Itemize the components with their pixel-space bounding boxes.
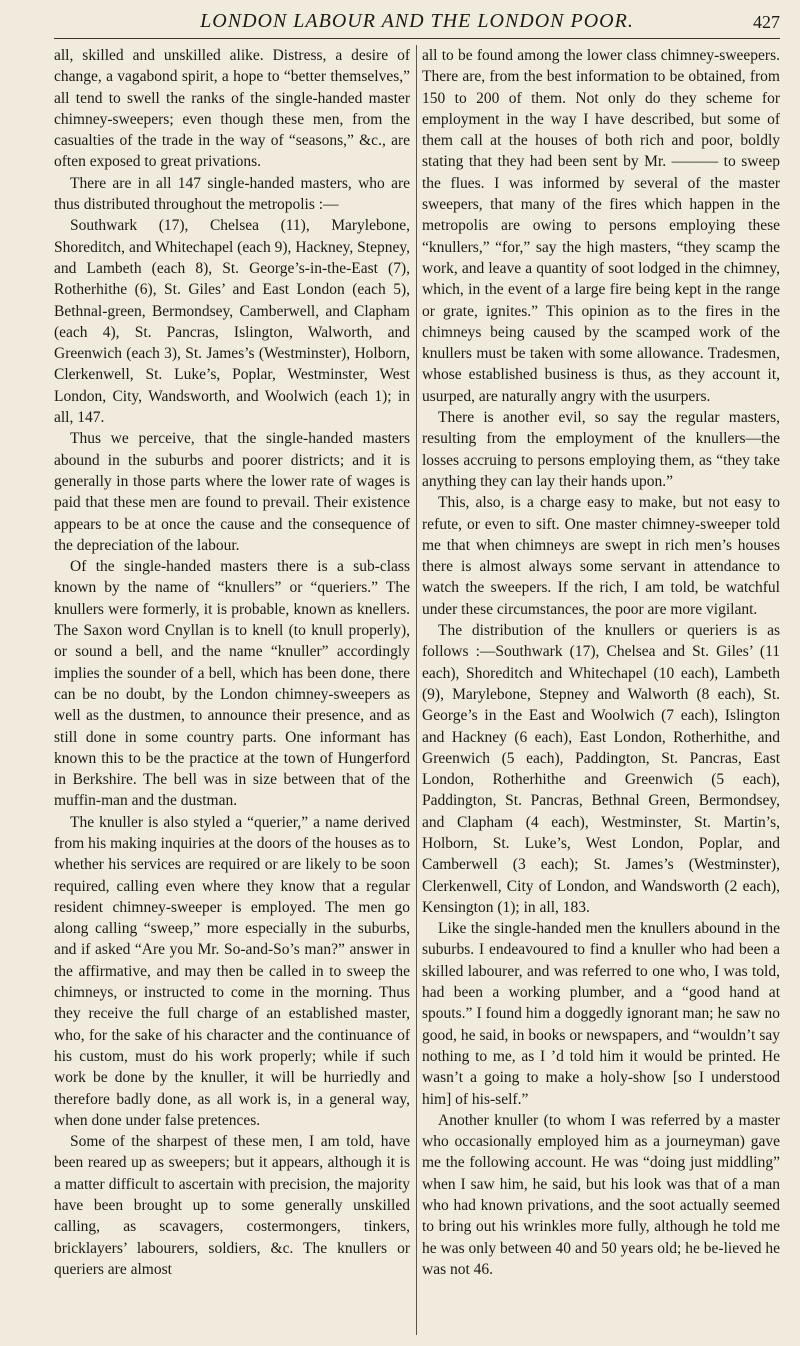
paragraph: Some of the sharpest of these men, I am told, have been reared up as sweepers; but it appears, although it is a matter difficult to ascertain with precision, the majority have been brought up to some generally unskilled calling, as scavagers, costermongers, tinkers, bricklayers’ labourers, soldiers, &c. The knullers or queriers are almost xyxy=(54,1133,410,1278)
paragraph: The distribution of the knullers or queriers is as follows :—Southwark (17), Chelsea and St. Giles’ (11 each), Shoreditch and Whitechapel (10 each), Lambeth (9), Marylebone, Stepney and Walworth (8 each), St. George’s in the East and Woolwich (7 each), Islington and Hackney (6 each), East London, Rotherhithe, and Greenwich (5 each), Paddington, St. Pancras, East London, Rotherhithe and Greenwich (5 each), Paddington, St. Pancras, Bethnal Green, Bermondsey, and Clapham (4 each), Westminster, St. Martin’s, Holborn, St. Luke’s, West London, Poplar, and Camberwell (3 each); St. James’s (Westminster), Clerkenwell, City of London, and Wandsworth (2 each), Kensington (1); in all, 183. xyxy=(422,622,780,916)
paragraph: The knuller is also styled a “querier,” a name derived from his making inquiries at the doors of the houses as to whether his services are required or are likely to be soon required, calling even where they know that a regular resident chimney-sweeper is employed. The men go along calling “sweep,” more especially in the suburbs, and if asked “Are you Mr. So-and-So’s man?” answer in the affirmative, and may then be called in to sweep the chimneys, or instructed to come in the morning. Thus they receive the full charge of an established master, who, for the sake of his character and the continuance of his custom, must do his work properly; while if such work be done by the knuller, it will be hurriedly and therefore badly done, as all work is, in a general way, when done under false pretences. xyxy=(54,813,410,1129)
paragraph: all to be found among the lower class chimney-sweepers. There are, from the best information to be obtained, from 150 to 200 of them. Not only do they scheme for employment in the way I have described, but some of them call at the houses of both rich and poor, boldly stating that they had been sent by Mr. ——— to sweep the flues. I was informed by several of the master sweepers, that many of the fires which happen in the metropolis are owing to persons employing these “knullers,” “for,” say the high masters, “they scamp the work, and leave a quantity of soot lodged in the chimney, which, in the event of a large fire being kept in the range or grate, ignites.” This opinion as to the fires in the chimneys being caused by the scamped work of the knullers must be taken with some allowance. Tradesmen, whose established business is thus, as they account it, usurped, are naturally angry with the usurpers. xyxy=(422,47,780,405)
paragraph: all, skilled and unskilled alike. Distress, a desire of change, a vagabond spirit, a hope to “better themselves,” all tend to swell the ranks of the single-handed master chimney-sweepers; even though these men, from the casualties of the trade in the way of “seasons,” &c., are often exposed to great privations. xyxy=(54,47,410,171)
paragraph: Another knuller (to whom I was referred by a master who occasionally employed him as a journeyman) gave me the following account. He was “doing just middling” when I saw him, he said, but his look was that of a man who had known privations, and the soot actually seemed to bring out his wrinkles more fully, although he told me he was only between 40 and 50 years old; he be-lieved he was not 46. xyxy=(422,1111,780,1278)
paragraph: This, also, is a charge easy to make, but not easy to refute, or even to sift. One master chimney-sweeper told me that when chimneys are swept in rich men’s houses there is almost always some servant in attendance to watch the sweepers. If the rich, I am told, be watchful under these circumstances, the poor are more vigilant. xyxy=(422,494,780,618)
paragraph: There are in all 147 single-handed masters, who are thus distributed throughout the metropolis :— xyxy=(54,174,410,214)
paragraph: Thus we perceive, that the single-handed masters abound in the suburbs and poorer districts; and it is generally in those parts where the lower rate of wages is paid that these men are found to prevail. Their existence appears to be at once the cause and the consequence of the depreciation of the labour. xyxy=(54,430,410,554)
page-number: 427 xyxy=(753,12,780,32)
paragraph: There is another evil, so say the regular masters, resulting from the employment of the knullers—the losses accruing to persons employing them, as “they take anything they can lay their hands upon.” xyxy=(422,409,780,490)
running-title: LONDON LABOUR AND THE LONDON POOR. xyxy=(200,10,634,32)
right-column xyxy=(422,45,780,1335)
page-header xyxy=(54,8,780,39)
column-divider xyxy=(416,45,417,1335)
paragraph: Southwark (17), Chelsea (11), Marylebone, Shoreditch, and Whitechapel (each 9), Hackney, Stepney, and Lambeth (each 8), St. George’s-in-the-East (7), Rotherhithe (6), St. Giles’ and East London (each 5), Bethnal-green, Bermondsey, Camberwell, and Clapham (each 4), St. Pancras, Islington, Walworth, and Greenwich (each 3), St. James’s (Westminster), Holborn, Clerkenwell, St. Luke’s, Poplar, Westminster, West London, City, Wandsworth, and Woolwich (each 1); in all, 147. xyxy=(54,217,410,427)
paragraph: Of the single-handed masters there is a sub-class known by the name of “knullers” or “queriers.” The knullers were formerly, it is probable, known as knellers. The Saxon word Cnyllan is to knell (to knull properly), or sound a bell, and the name “knuller” accordingly implies the sounder of a bell, which has been done, there can be no doubt, by the London chimney-sweepers as well as the dustmen, to announce their presence, and as still done in some country parts. One informant has known this to be the practice at the town of Hungerford in Berkshire. The bell was in size between that of the muffin-man and the dustman. xyxy=(54,558,410,810)
left-column xyxy=(54,45,410,1335)
paragraph: Like the single-handed men the knullers abound in the suburbs. I endeavoured to find a knuller who had been a skilled labourer, and was referred to one who, I was told, had been a working plumber, and a “good hand at spouts.” I found him a doggedly ignorant man; he saw no good, he said, in books or newspapers, and “wouldn’t say nothing to me, as I ’d told him it would be printed. He wasn’t a going to make a holy-show [so I understood him] of his-self.” xyxy=(422,920,780,1108)
